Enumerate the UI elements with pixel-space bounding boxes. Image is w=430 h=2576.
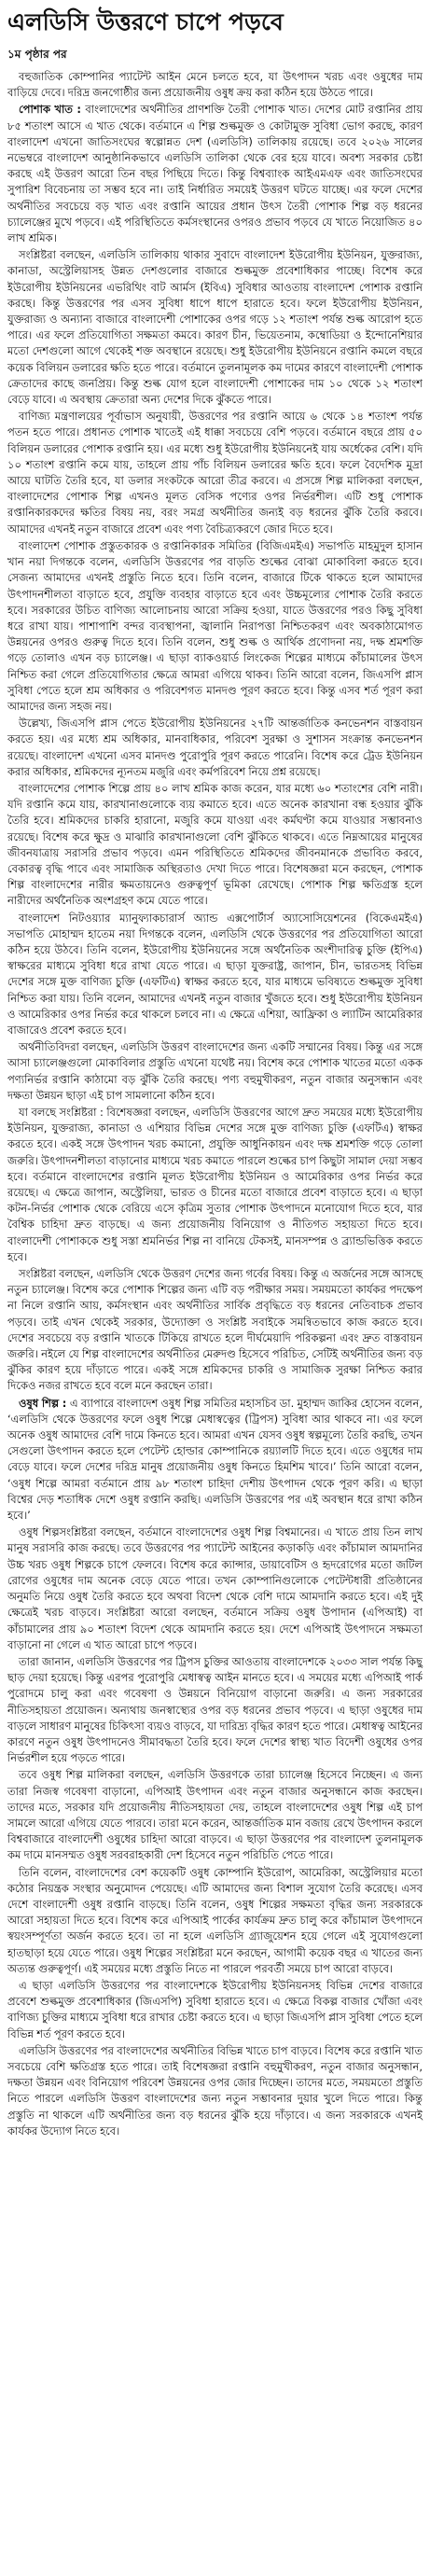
article-paragraph (7, 247, 423, 408)
article-paragraph (7, 1865, 423, 1977)
continuation-note: ১ম পৃষ্ঠার পর (7, 48, 67, 61)
section-label: পোশাক খাত : (19, 103, 86, 117)
article-paragraph (7, 1039, 423, 1104)
paragraph-text: তবে ওষুধ শিল্প মালিকরা বলছেন, এলডিসি উত্তরণকে তারা চ্যালেঞ্জ হিসেবে নিচ্ছেন। এ জন্য তারা নিজস্ব গবেষণা বাড়ানো, এপিআই উৎপাদন এবং নতুন বাজার অনুসন্ধানে কাজ করছেন। তাদের মতে, সরকার যদি প্রয়োজনীয় নীতিসহায়তা দেয়, তাহলে বাংলাদেশের ওষুধ শিল্প এই চাপ সামলে আরো এগিয়ে যেতে পারবে। তারা মনে করেন, আন্তর্জাতিক মান বজায় রেখে উৎপাদন করলে বিশ্ববাজারে বাংলাদেশী ওষুধের চাহিদা আরো বাড়বে। এ ছাড়া উত্তরণের পর বাংলাদেশ তুলনামূলক কম দামে মানসম্মত ওষুধ সরবরাহকারী দেশ হিসেবে নতুন পরিচিতি পেতে পারে। (7, 1768, 423, 1862)
article-paragraph (7, 409, 423, 537)
paragraph-text: বাংলাদেশ পোশাক প্রস্তুতকারক ও রপ্তানিকারক সমিতির (বিজিএমইএ) সভাপতি মাহমুদুল হাসান খান নয়া দিগন্তকে বলেন, এলডিসি উত্তরণের পর বাড়তি শুল্কের বোঝা মোকাবিলা করতে হবে। সেজন্য আমাদের এখনই প্রস্তুতি নিতে হবে। তিনি বলেন, বাজারে টিকে থাকতে হলে আমাদের উৎপাদনশীলতা বাড়াতে হবে, প্রযুক্তি ব্যবহার বাড়াতে হবে এবং উচ্চমূল্যের পোশাক তৈরি করতে হবে। সরকারের উচিত বাণিজ্য আলোচনায় আরো সক্রিয় হওয়া, যাতে উত্তরণের পরও কিছু সুবিধা ধরে রাখা যায়। পাশাপাশি বন্দর ব্যবস্থাপনা, জ্বালানি নিরাপত্তা নিশ্চিতকরণ এবং অবকাঠামোগত উন্নয়নের ওপরও গুরুত্ব দিতে হবে। তিনি বলেন, শুধু শুল্ক ও আর্থিক প্রণোদনা নয়, দক্ষ শ্রমশক্তি গড়ে তোলাও এখন বড় চ্যালেঞ্জ। এ ছাড়া ব্যাকওয়ার্ড লিংকেজ শিল্পের মাধ্যমে কাঁচামালের উৎস নিশ্চিত করা গেলে প্রতিযোগিতার ক্ষেত্রে আমরা এগিয়ে থাকব। তিনি আরো বলেন, জিএসপি প্লাস সুবিধা পেতে হলে শ্রম অধিকার ও পরিবেশগত মানদণ্ড পূরণ করতে হবে। কিন্তু এসব শর্ত পূরণ করা আমাদের জন্য সহজ নয়। (7, 538, 423, 713)
paragraph-text: এলডিসি উত্তরণের পর বাংলাদেশের অর্থনীতির বিভিন্ন খাতে চাপ বাড়বে। বিশেষ করে রপ্তানি খাত সবচেয়ে বেশি ক্ষতিগ্রস্ত হতে পারে। তাই বিশেষজ্ঞরা রপ্তানি বহুমুখীকরণ, নতুন বাজার অনুসন্ধান, দক্ষতা উন্নয়ন এবং বিনিয়োগ পরিবেশ উন্নয়নের ওপর জোর দিচ্ছেন। তাদের মতে, সময়মতো প্রস্তুতি নিতে পারলে এলডিসি উত্তরণ বাংলাদেশের জন্য নতুন সম্ভাবনার দুয়ার খুলে দিতে পারে। কিন্তু প্রস্তুতি না থাকলে এটি অর্থনীতির জন্য বড় ধরনের ঝুঁকি হয়ে দাঁড়াবে। এ জন্য সরকারকে এখনই কার্যকর উদ্যোগ নিতে হবে। (7, 2043, 423, 2137)
paragraph-text: বহুজাতিক কোম্পানির প্যাটেন্ট আইন মেনে চলতে হবে, যা উৎপাদন খরচ এবং ওষুধের দাম বাড়িয়ে দেবে। দরিদ্র জনগোষ্ঠীর জন্য প্রয়োজনীয় ওষুধ ক্রয় করা কঠিন হয়ে উঠতে পারে। (7, 70, 423, 100)
article-paragraph (7, 1978, 423, 2042)
paragraph-text: এ ব্যাপারে বাংলাদেশ ওষুধ শিল্প সমিতির মহাসচিব ডা. মুহাম্মদ জাকির হোসেন বলেন, ‘এলডিসি থেকে উত্তরণের ফলে ওষুধ শিল্পে মেধাস্বত্বের (ট্রিপস) সুবিধা আর থাকবে না। এর ফলে অনেক ওষুধ আমাদের বেশি দামে কিনতে হবে। আমরা এখন যেসব ওষুধ স্বল্পমূল্যে তৈরি করছি, তখন সেগুলো উৎপাদন করতে হলে পেটেন্ট হোল্ডার কোম্পানিকে রয়্যালটি দিতে হবে। এতে ওষুধের দাম বেড়ে যাবে। ফলে দেশের দরিদ্র মানুষ প্রয়োজনীয় ওষুধ কিনতে হিমশিম খাবে।’ তিনি আরো বলেন, ‘ওষুধ শিল্পে আমরা বর্তমানে প্রায় ৯৮ শতাংশ চাহিদা দেশীয় উৎপাদন থেকে পূরণ করি। এ ছাড়া বিশ্বের দেড় শতাধিক দেশে ওষুধ রপ্তানি করছি। এলডিসি উত্তরণের পর এই অবস্থান ধরে রাখা কঠিন হবে।’ (7, 1396, 423, 1523)
article-paragraph (7, 1396, 423, 1525)
article-paragraph (7, 1767, 423, 1863)
paragraph-text: বাংলাদেশের পোশাক শিল্পে প্রায় ৪০ লাখ শ্রমিক কাজ করেন, যার মধ্যে ৬০ শতাংশের বেশি নারী। যদি রপ্তানি কমে যায়, কারখানাগুলোকে ব্যয় কমাতে হবে। এতে অনেক কারখানা বন্ধ হওয়ার ঝুঁকি তৈরি হবে। শ্রমিকদের চাকরি হারানো, মজুরি কমে যাওয়া এবং কর্মঘণ্টা কমে যাওয়ার সম্ভাবনাও রয়েছে। বিশেষ করে ক্ষুদ্র ও মাঝারি কারখানাগুলো বেশি ঝুঁকিতে থাকবে। এতে নিম্নআয়ের মানুষের জীবনযাত্রায় সরাসরি প্রভাব পড়বে। এমন পরিস্থিতিতে শ্রমিকদের জীবনমানকে প্রভাবিত করবে, বেকারত্ব বৃদ্ধি পাবে এবং সামাজিক অস্থিরতাও দেখা দিতে পারে। বিশেষজ্ঞরা মনে করছেন, পোশাক শিল্প বাংলাদেশের নারীর ক্ষমতায়নেও গুরুত্বপূর্ণ ভূমিকা রেখেছে। পোশাক শিল্প ক্ষতিগ্রস্ত হলে নারীদের অর্থনৈতিক অংশগ্রহণ কমে যেতে পারে। (7, 781, 423, 908)
paragraph-text: সংশ্লিষ্টরা বলছেন, এলডিসি থেকে উত্তরণ দেশের জন্য গর্বের বিষয়। কিন্তু এ অর্জনের সঙ্গে আসছে নতুন চ্যালেঞ্জ। বিশেষ করে পোশাক শিল্পের জন্য এটি বড় পরীক্ষার সময়। সময়মতো কার্যকর পদক্ষেপ না নিলে রপ্তানি আয়, কর্মসংস্থান এবং অর্থনীতির সার্বিক প্রবৃদ্ধিতে বড় ধরনের নেতিবাচক প্রভাব পড়বে। তাই এখন থেকেই সরকার, উদ্যোক্তা ও সংশ্লিষ্ট সবাইকে সমন্বিতভাবে কাজ করতে হবে। দেশের সবচেয়ে বড় রপ্তানি খাতকে টিকিয়ে রাখতে হলে দীর্ঘমেয়াদি পরিকল্পনা এবং দ্রুত বাস্তবায়ন জরুরি। নইলে যে শিল্প বাংলাদেশের অর্থনীতির মেরুদণ্ড হিসেবে পরিচিত, সেটিই অর্থনীতির জন্য বড় ঝুঁকির কারণ হয়ে দাঁড়াতে পারে। একই সঙ্গে শ্রমিকদের চাকরি ও সামাজিক সুরক্ষা নিশ্চিত করার দিকেও নজর রাখতে হবে বলে মনে করছেন তারা। (7, 1267, 423, 1393)
article-paragraph (7, 1266, 423, 1395)
article-paragraph (7, 1105, 423, 1265)
article-paragraph (7, 538, 423, 715)
paragraph-text: এ ছাড়া এলডিসি উত্তরণের পর বাংলাদেশকে ইউরোপীয় ইউনিয়নসহ বিভিন্ন দেশের বাজারে প্রবেশে শুল্কমুক্ত প্রবেশাধিকার (জিএসপি) সুবিধা হারাতে হবে। এ ক্ষেত্রে বিকল্প বাজার খোঁজা এবং বাণিজ্য চুক্তির মাধ্যমে সুবিধা ধরে রাখার চেষ্টা করতে হবে। এ ছাড়া জিএসপি প্লাস সুবিধা পেতে হলে বিভিন্ন শর্ত পূরণ করতে হবে। (7, 1978, 423, 2040)
article-paragraph (7, 1654, 423, 1766)
article-body (7, 69, 423, 2139)
article-paragraph (7, 911, 423, 1039)
paragraph-text: সংশ্লিষ্টরা বলছেন, এলডিসি তালিকায় থাকার সুবাদে বাংলাদেশ ইউরোপীয় ইউনিয়ন, যুক্তরাজ্য, কানাডা, অস্ট্রেলিয়াসহ উন্নত দেশগুলোর বাজারে শুল্কমুক্ত প্রবেশাধিকার পাচ্ছে। বিশেষ করে ইউরোপীয় ইউনিয়নের এভরিথিং বাট আর্মস (ইবিএ) সুবিধার আওতায় বাংলাদেশ পোশাক রপ্তানি করছে। কিন্তু উত্তরণের পর এসব সুবিধা ধাপে ধাপে হারাতে হবে। ফলে ইউরোপীয় ইউনিয়ন, যুক্তরাজ্য ও অন্যান্য বাজারে বাংলাদেশী পোশাকের ওপর গড়ে ১২ শতাংশ পর্যন্ত শুল্ক আরোপ হতে পারে। এর ফলে প্রতিযোগিতা সক্ষমতা কমবে। কারণ চীন, ভিয়েতনাম, কম্বোডিয়া ও ইন্দোনেশিয়ার মতো দেশগুলো আগে থেকেই শক্ত অবস্থানে রয়েছে। শুধু ইউরোপীয় ইউনিয়নে রপ্তানি কমলে বছরে কয়েক বিলিয়ন ডলারের ক্ষতি হতে পারে। বর্তমানে তুলনামূলক কম দামের কারণে বাংলাদেশী পোশাক ক্রেতাদের কাছে জনপ্রিয়। কিন্তু শুল্ক যোগ হলে বাংলাদেশী পোশাকের দাম ১০ থেকে ১২ শতাংশ বেড়ে যাবে। এ অবস্থায় ক্রেতারা অন্য দেশের দিকে ঝুঁকতে পারে। (7, 248, 423, 407)
paragraph-text: বাংলাদেশ নিটওয়্যার ম্যানুফ্যাকচারার্স অ্যান্ড এক্সপোর্টার্স অ্যাসোসিয়েশনের (বিকেএমইএ) সভাপতি মোহাম্মদ হাতেম নয়া দিগন্তকে বলেন, এলডিসি থেকে উত্তরণের পর প্রতিযোগিতা আরো কঠিন হয়ে উঠবে। তিনি বলেন, ইউরোপীয় ইউনিয়নের সঙ্গে অর্থনৈতিক অংশীদারিত্ব চুক্তি (ইপিএ) স্বাক্ষরের মাধ্যমে সুবিধা ধরে রাখা যেতে পারে। এ ছাড়া যুক্তরাষ্ট্র, জাপান, চীন, ভারতসহ বিভিন্ন দেশের সঙ্গে মুক্ত বাণিজ্য চুক্তি (এফটিএ) স্বাক্ষর করতে হবে, যার মাধ্যমে ভবিষ্যতে শুল্কমুক্ত সুবিধা নিশ্চিত করা যায়। তিনি বলেন, আমাদের এখনই নতুন বাজার খুঁজতে হবে। শুধু ইউরোপীয় ইউনিয়ন ও আমেরিকার ওপর নির্ভর করে থাকলে চলবে না। এ ক্ষেত্রে এশিয়া, আফ্রিকা ও ল্যাটিন আমেরিকার বাজারেও প্রবেশ করতে হবে। (7, 911, 423, 1037)
article-paragraph (7, 2043, 423, 2139)
article-paragraph (7, 69, 423, 101)
paragraph-text: যা বলছে সংশ্লিষ্টরা : বিশেষজ্ঞরা বলছেন, এলডিসি উত্তরণের আগে দ্রুত সময়ের মধ্যে ইউরোপীয় ইউনিয়ন, যুক্তরাজ্য, কানাডা ও এশিয়ার বিভিন্ন দেশের সঙ্গে মুক্ত বাণিজ্য চুক্তি (এফটিএ) স্বাক্ষর করতে হবে। একই সঙ্গে উৎপাদন খরচ কমানো, প্রযুক্তি আধুনিকায়ন এবং দক্ষ শ্রমশক্তি গড়ে তোলা জরুরি। উৎপাদনশীলতা বাড়ানোর মাধ্যমে খরচ কমাতে পারলে শুল্কের চাপ কিছুটা সামাল দেয়া সম্ভব হবে। বর্তমানে বাংলাদেশের রপ্তানি মূলত ইউরোপীয় ইউনিয়ন ও আমেরিকার ওপর নির্ভর করে রয়েছে। এ ক্ষেত্রে জাপান, অস্ট্রেলিয়া, ভারত ও চীনের মতো বাজারে প্রবেশ বাড়াতে হবে। এ ছাড়া কটন-নির্ভর পোশাক থেকে বেরিয়ে এসে কৃত্রিম সুতার পোশাক উৎপাদনে মনোযোগ দিতে হবে, যার বৈশ্বিক চাহিদা দ্রুত বাড়ছে। এ জন্য প্রয়োজনীয় বিনিয়োগ ও নীতিগত সহায়তা দিতে হবে। বাংলাদেশী পোশাককে শুধু সস্তা শ্রমনির্ভর শিল্প না বানিয়ে টেকসই, মানসম্পন্ন ও ব্র্যান্ডভিত্তিক করতে হবে। (7, 1106, 423, 1263)
article-paragraph (7, 102, 423, 246)
section-label: ওষুধ শিল্প : (19, 1396, 70, 1410)
headline: এলডিসি উত্তরণে চাপে পড়বে (7, 8, 284, 35)
article-paragraph (7, 781, 423, 910)
article-paragraph (7, 716, 423, 780)
paragraph-text: তারা জানান, এলডিসি উত্তরণের পর ট্রিপস চুক্তির আওতায় বাংলাদেশকে ২০৩৩ সাল পর্যন্ত কিছু ছাড় দেয়া হয়েছে। কিন্তু এরপর পুরোপুরি মেধাস্বত্ব আইন মানতে হবে। এ সময়ের মধ্যে এপিআই পার্ক পুরোদমে চালু করা এবং গবেষণা ও উন্নয়নে বিনিয়োগ বাড়ানো জরুরি। এ জন্য সরকারের নীতিসহায়তা প্রয়োজন। অন্যথায় জনস্বাস্থ্যের ওপর বড় ধরনের প্রভাব পড়বে। এ ছাড়া ওষুধের দাম বাড়লে সাধারণ মানুষের চিকিৎসা ব্যয়ও বাড়বে, যা দারিদ্র্য বৃদ্ধির কারণ হতে পারে। মেধাস্বত্ব আইনের কারণে নতুন ওষুধ উৎপাদনেও সীমাবদ্ধতা তৈরি হবে। ফলে দেশের স্বাস্থ্য খাত বিদেশী ওষুধের ওপর নির্ভরশীল হয়ে পড়তে পারে। (7, 1654, 423, 1765)
paragraph-text: তিনি বলেন, বাংলাদেশের বেশ কয়েকটি ওষুধ কোম্পানি ইউরোপ, আমেরিকা, অস্ট্রেলিয়ার মতো কঠোর নিয়ন্ত্রক সংস্থার অনুমোদন পেয়েছে। এটি আমাদের জন্য বিশাল সুযোগ তৈরি করেছে। এসব দেশে বাংলাদেশী ওষুধ রপ্তানি বাড়ছে। তিনি বলেন, ওষুধ শিল্পের সক্ষমতা বৃদ্ধির জন্য সরকারকে আরো সহায়তা দিতে হবে। বিশেষ করে এপিআই পার্কের কার্যক্রম দ্রুত চালু করে কাঁচামাল উৎপাদনে স্বয়ংসম্পূর্ণতা অর্জন করতে হবে। তা না হলে এলডিসি গ্র্যাজুয়েশন হয়ে গেলে এই সুযোগগুলো হাতছাড়া হয়ে যেতে পারে। ওষুধ শিল্পের সংশ্লিষ্টরা মনে করছেন, আগামী কয়েক বছর এ খাতের জন্য অত্যন্ত গুরুত্বপূর্ণ। এই সময়ের মধ্যে প্রস্তুতি নিতে না পারলে পরবর্তী সময়ে চাপ আরো বাড়বে। (7, 1865, 423, 1975)
paragraph-text: ওষুধ শিল্পসংশ্লিষ্টরা বলছেন, বর্তমানে বাংলাদেশের ওষুধ শিল্প বিশ্বমানের। এ খাতে প্রায় তিন লাখ মানুষ সরাসরি কাজ করছে। তবে উত্তরণের পর প্যাটেন্ট আইনের কড়াকড়ি এবং কাঁচামাল আমদানির উচ্চ খরচ ওষুধ শিল্পকে চাপে ফেলবে। বিশেষ করে ক্যান্সার, ডায়াবেটিস ও হৃদরোগের মতো জটিল রোগের ওষুধের দাম অনেক বেড়ে যেতে পারে। তখন কোম্পানিগুলোকে পেটেন্টধারী প্রতিষ্ঠানের অনুমতি নিয়ে ওষুধ তৈরি করতে হবে অথবা বিদেশ থেকে বেশি দামে আমদানি করতে হবে। এই দুই ক্ষেত্রেই খরচ বাড়বে। সংশ্লিষ্টরা আরো বলছেন, বর্তমানে সক্রিয় ওষুধ উপাদান (এপিআই) বা কাঁচামালের প্রায় ৯০ শতাংশ বিদেশ থেকে আমদানি করতে হয়। দেশে এপিআই উৎপাদনে সক্ষমতা বাড়ানো না গেলে এ খাত আরো চাপে পড়বে। (7, 1525, 423, 1651)
paragraph-text: উল্লেখ্য, জিএসপি প্লাস পেতে ইউরোপীয় ইউনিয়নের ২৭টি আন্তর্জাতিক কনভেনশন বাস্তবায়ন করতে হয়। এর মধ্যে শ্রম অধিকার, মানবাধিকার, পরিবেশ সুরক্ষা ও সুশাসন সংক্রান্ত কনভেনশন রয়েছে। বাংলাদেশ এখনো এসব মানদণ্ড পুরোপুরি পূরণ করতে পারেনি। বিশেষ করে ট্রেড ইউনিয়ন করার অধিকার, শ্রমিকদের ন্যূনতম মজুরি এবং কর্মপরিবেশ নিয়ে প্রশ্ন রয়েছে। (7, 717, 423, 778)
article-paragraph (7, 1525, 423, 1653)
paragraph-text: অর্থনীতিবিদরা বলছেন, এলডিসি উত্তরণ বাংলাদেশের জন্য একটি সম্মানের বিষয়। কিন্তু এর সঙ্গে আসা চ্যালেঞ্জগুলো মোকাবিলার প্রস্তুতি এখনো যথেষ্ট নয়। বিশেষ করে পোশাক খাতের মতো একক পণ্যনির্ভর রপ্তানি কাঠামো বড় ঝুঁকি তৈরি করছে। পণ্য বহুমুখীকরণ, নতুন বাজার অনুসন্ধান এবং দক্ষতা উন্নয়ন ছাড়া এই চাপ সামলানো কঠিন হবে। (7, 1040, 423, 1102)
paragraph-text: বাংলাদেশের অর্থনীতির প্রাণশক্তি তৈরী পোশাক খাত। দেশের মোট রপ্তানির প্রায় ৮৫ শতাংশ আসে এ খাত থেকে। বর্তমানে এ শিল্প শুল্কমুক্ত ও কোটামুক্ত সুবিধা ভোগ করছে, কারণ বাংলাদেশ এখনো জাতিসংঘের স্বল্পোন্নত দেশ (এলডিসি) তালিকায় রয়েছে। তবে ২০২৬ সালের নভেম্বরে বাংলাদেশ আনুষ্ঠানিকভাবে এলডিসি তালিকা থেকে বের হয়ে যাবে। অবশ্য সরকার চেষ্টা করছে এই উত্তরণ আরো তিন বছর পিছিয়ে দিতে। কিন্তু বিশ্বব্যাংক আইএমএফ এবং জাতিসংঘের সুপারিশ বিবেচনায় তা সম্ভব হবে না। তাই নির্ধারিত সময়েই উত্তরণ ঘটতে যাচ্ছে। এর ফলে দেশের অর্থনীতির সবচেয়ে বড় খাত এবং রপ্তানি আয়ের প্রধান উৎস তৈরী পোশাক শিল্প বড় ধরনের চ্যালেঞ্জের মুখে পড়বে। এই পরিস্থিতিতে কর্মসংস্থানের ওপরও প্রভাব পড়বে যে খাতে নিয়োজিত ৪০ লাখ শ্রমিক। (7, 103, 423, 245)
paragraph-text: বাণিজ্য মন্ত্রণালয়ের পূর্বাভাস অনুযায়ী, উত্তরণের পর রপ্তানি আয়ে ৬ থেকে ১৪ শতাংশ পর্যন্ত পতন হতে পারে। প্রধানত পোশাক খাতেই এই ধাক্কা সবচেয়ে বেশি পড়বে। বর্তমানে বছরে প্রায় ৫০ বিলিয়ন ডলারের পোশাক রপ্তানি হয়। এর মধ্যে শুধু ইউরোপীয় ইউনিয়নেই যায় অর্ধেকের বেশি। যদি ১০ শতাংশ রপ্তানি কমে যায়, তাহলে প্রায় পাঁচ বিলিয়ন ডলারের ক্ষতি হবে। ফলে বৈদেশিক মুদ্রা আয়ে ঘাটতি তৈরি হবে, যা ডলার সংকটকে আরো তীব্র করবে। এ প্রসঙ্গে শিল্প মালিকরা বলছেন, বাংলাদেশের পোশাক শিল্প এখনও মূলত বেসিক পণ্যের ওপর নির্ভরশীল। এটি শুধু পোশাক রপ্তানিকারকদের ক্ষতির বিষয় নয়, বরং সমগ্র অর্থনীতির জন্যই বড় ধরনের ঝুঁকি তৈরি করবে। আমাদের এখনই নতুন বাজারে প্রবেশ এবং পণ্য বৈচিত্র্যকরণে জোর দিতে হবে। (7, 410, 423, 536)
